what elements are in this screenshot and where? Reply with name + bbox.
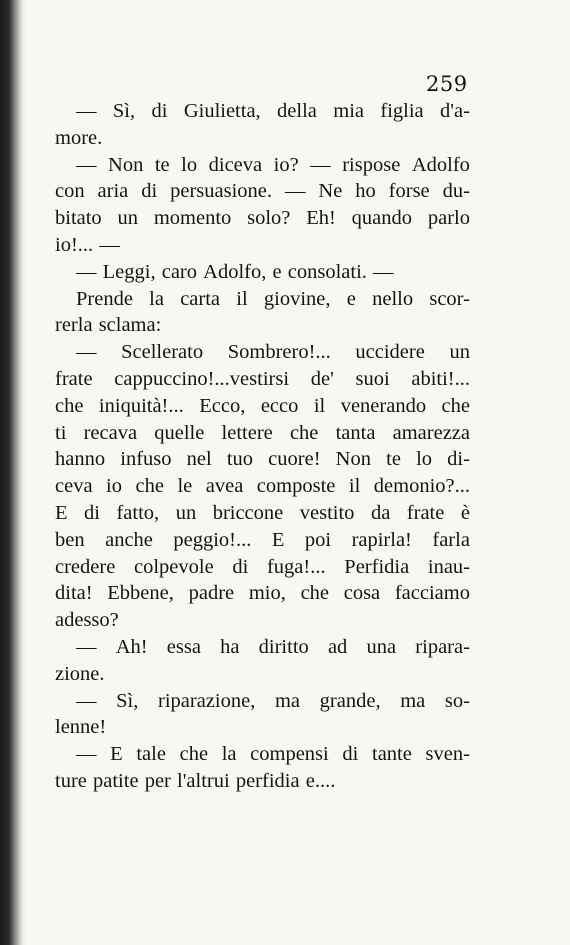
text-line: dita! Ebbene, padre mio, che cosa facciamo: [55, 582, 470, 605]
text-line: E di fatto, un briccone vestito da frate è: [55, 501, 470, 524]
text-line: — Sì, riparazione, ma grande, ma so-: [76, 689, 470, 712]
text-line: con aria di persuasione. — Ne ho forse du-: [55, 180, 470, 203]
text-line: io!... —: [55, 233, 120, 256]
text-line: — E tale che la compensi di tante sven-: [76, 743, 470, 766]
text-line: ture patite per l'altrui perfidia e....: [55, 769, 336, 792]
body-text: [55, 98, 470, 795]
text-line: hanno infuso nel tuo cuore! Non te lo di-: [55, 448, 470, 471]
text-line: Prende la carta il giovine, e nello scor-: [76, 287, 470, 310]
text-line: — Scellerato Sombrero!... uccidere un: [76, 341, 470, 364]
text-line: — Sì, di Giulietta, della mia figlia d'a-: [76, 100, 470, 122]
text-line: more.: [55, 126, 103, 149]
text-line: — Non te lo diceva io? — rispose Adolfo: [76, 153, 470, 176]
text-line: adesso?: [55, 609, 119, 632]
text-line: ben anche peggio!... E poi rapirla! farla: [55, 528, 470, 551]
text-line: — Leggi, caro Adolfo, e consolati. —: [76, 260, 394, 283]
text-line: rerla sclama:: [55, 314, 162, 337]
text-line: ti recava quelle lettere che tanta amarezza: [55, 421, 470, 444]
text-line: bitato un momento solo? Eh! quando parlo: [55, 207, 470, 230]
text-line: — Ah! essa ha diritto ad una ripara-: [76, 635, 470, 658]
text-line: credere colpevole di fuga!... Perfidia inau-: [55, 555, 470, 578]
page-number: 259: [426, 72, 468, 96]
text-line: frate cappuccino!...vestirsi de' suoi abiti!...: [55, 367, 470, 390]
text-line: lenne!: [55, 716, 107, 739]
text-line: zione.: [55, 662, 105, 685]
text-line: ceva io che le avea composte il demonio?...: [55, 475, 470, 498]
book-binding-edge: [0, 0, 26, 945]
text-line: che iniquità!... Ecco, ecco il venerando che: [55, 394, 470, 417]
